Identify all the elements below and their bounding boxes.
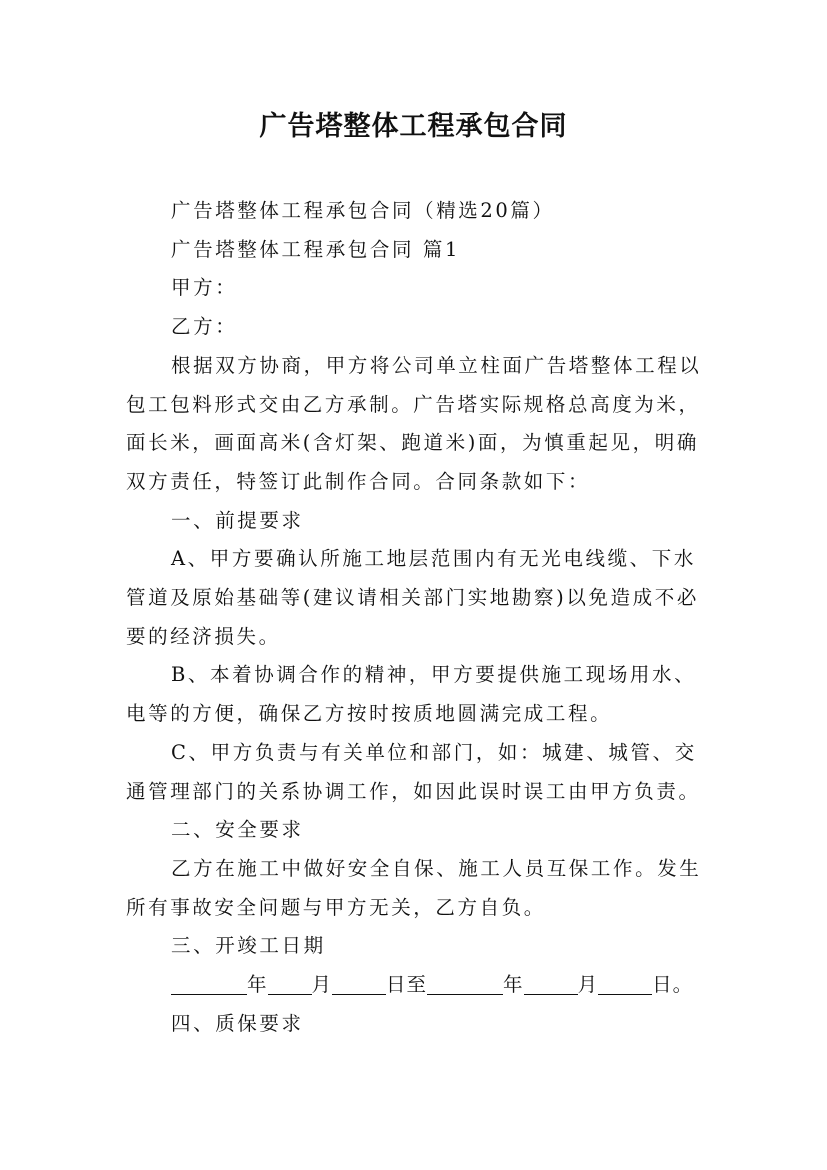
heading-safety: 二、安全要求 xyxy=(171,818,304,842)
safety-paragraph: 乙方在施工中做好安全自保、施工人员互保工作。发生所有事故安全问题与甲方无关，乙方自负。 xyxy=(126,856,702,919)
document-body xyxy=(126,192,706,1043)
date-day-to-label: 日至 xyxy=(386,973,428,997)
blank-month-start xyxy=(268,968,312,995)
party-b-line: 乙方： xyxy=(171,315,238,339)
blank-day-start xyxy=(332,968,386,995)
date-year-label-2: 年 xyxy=(503,973,524,997)
date-year-label: 年 xyxy=(247,973,268,997)
date-month-label: 月 xyxy=(311,973,333,997)
blank-year-start xyxy=(171,968,247,995)
date-month-label-2: 月 xyxy=(577,973,599,997)
intro-paragraph: 根据双方协商，甲方将公司单立柱面广告塔整体工程以包工包料形式交由乙方承制。广告塔实际规格总高度为米，面长米，画面高米(含灯架、跑道米)面，为慎重起见，明确双方责任，特签订此制作合同。合同条款如下： xyxy=(126,353,702,493)
heading-quality: 四、质保要求 xyxy=(171,1011,304,1035)
document-title: 广告塔整体工程承包合同 xyxy=(259,111,568,142)
party-a-line: 甲方： xyxy=(171,276,238,300)
subtitle-line: 广告塔整体工程承包合同（精选20篇） xyxy=(171,199,555,222)
blank-year-end xyxy=(427,968,503,995)
heading-schedule: 三、开竣工日期 xyxy=(171,934,326,958)
date-line xyxy=(126,966,706,1005)
blank-month-end xyxy=(524,968,578,995)
blank-day-end xyxy=(598,968,652,995)
date-day-label-2: 日。 xyxy=(652,973,694,997)
clause-c: C、甲方负责与有关单位和部门，如：城建、城管、交通管理部门的关系协调工作，如因此误时误工由甲方负责。 xyxy=(126,740,701,803)
clause-a: A、甲方要确认所施工地层范围内有无光电线缆、下水管道及原始基础等(建议请相关部门实地勘察)以免造成不必要的经济损失。 xyxy=(126,547,699,648)
section-title-line: 广告塔整体工程承包合同 篇1 xyxy=(171,237,461,261)
clause-b: B、本着协调合作的精神，甲方要提供施工现场用水、电等的方便，确保乙方按时按质地圆满完成工程。 xyxy=(126,663,697,726)
heading-prerequisites: 一、前提要求 xyxy=(171,508,304,532)
